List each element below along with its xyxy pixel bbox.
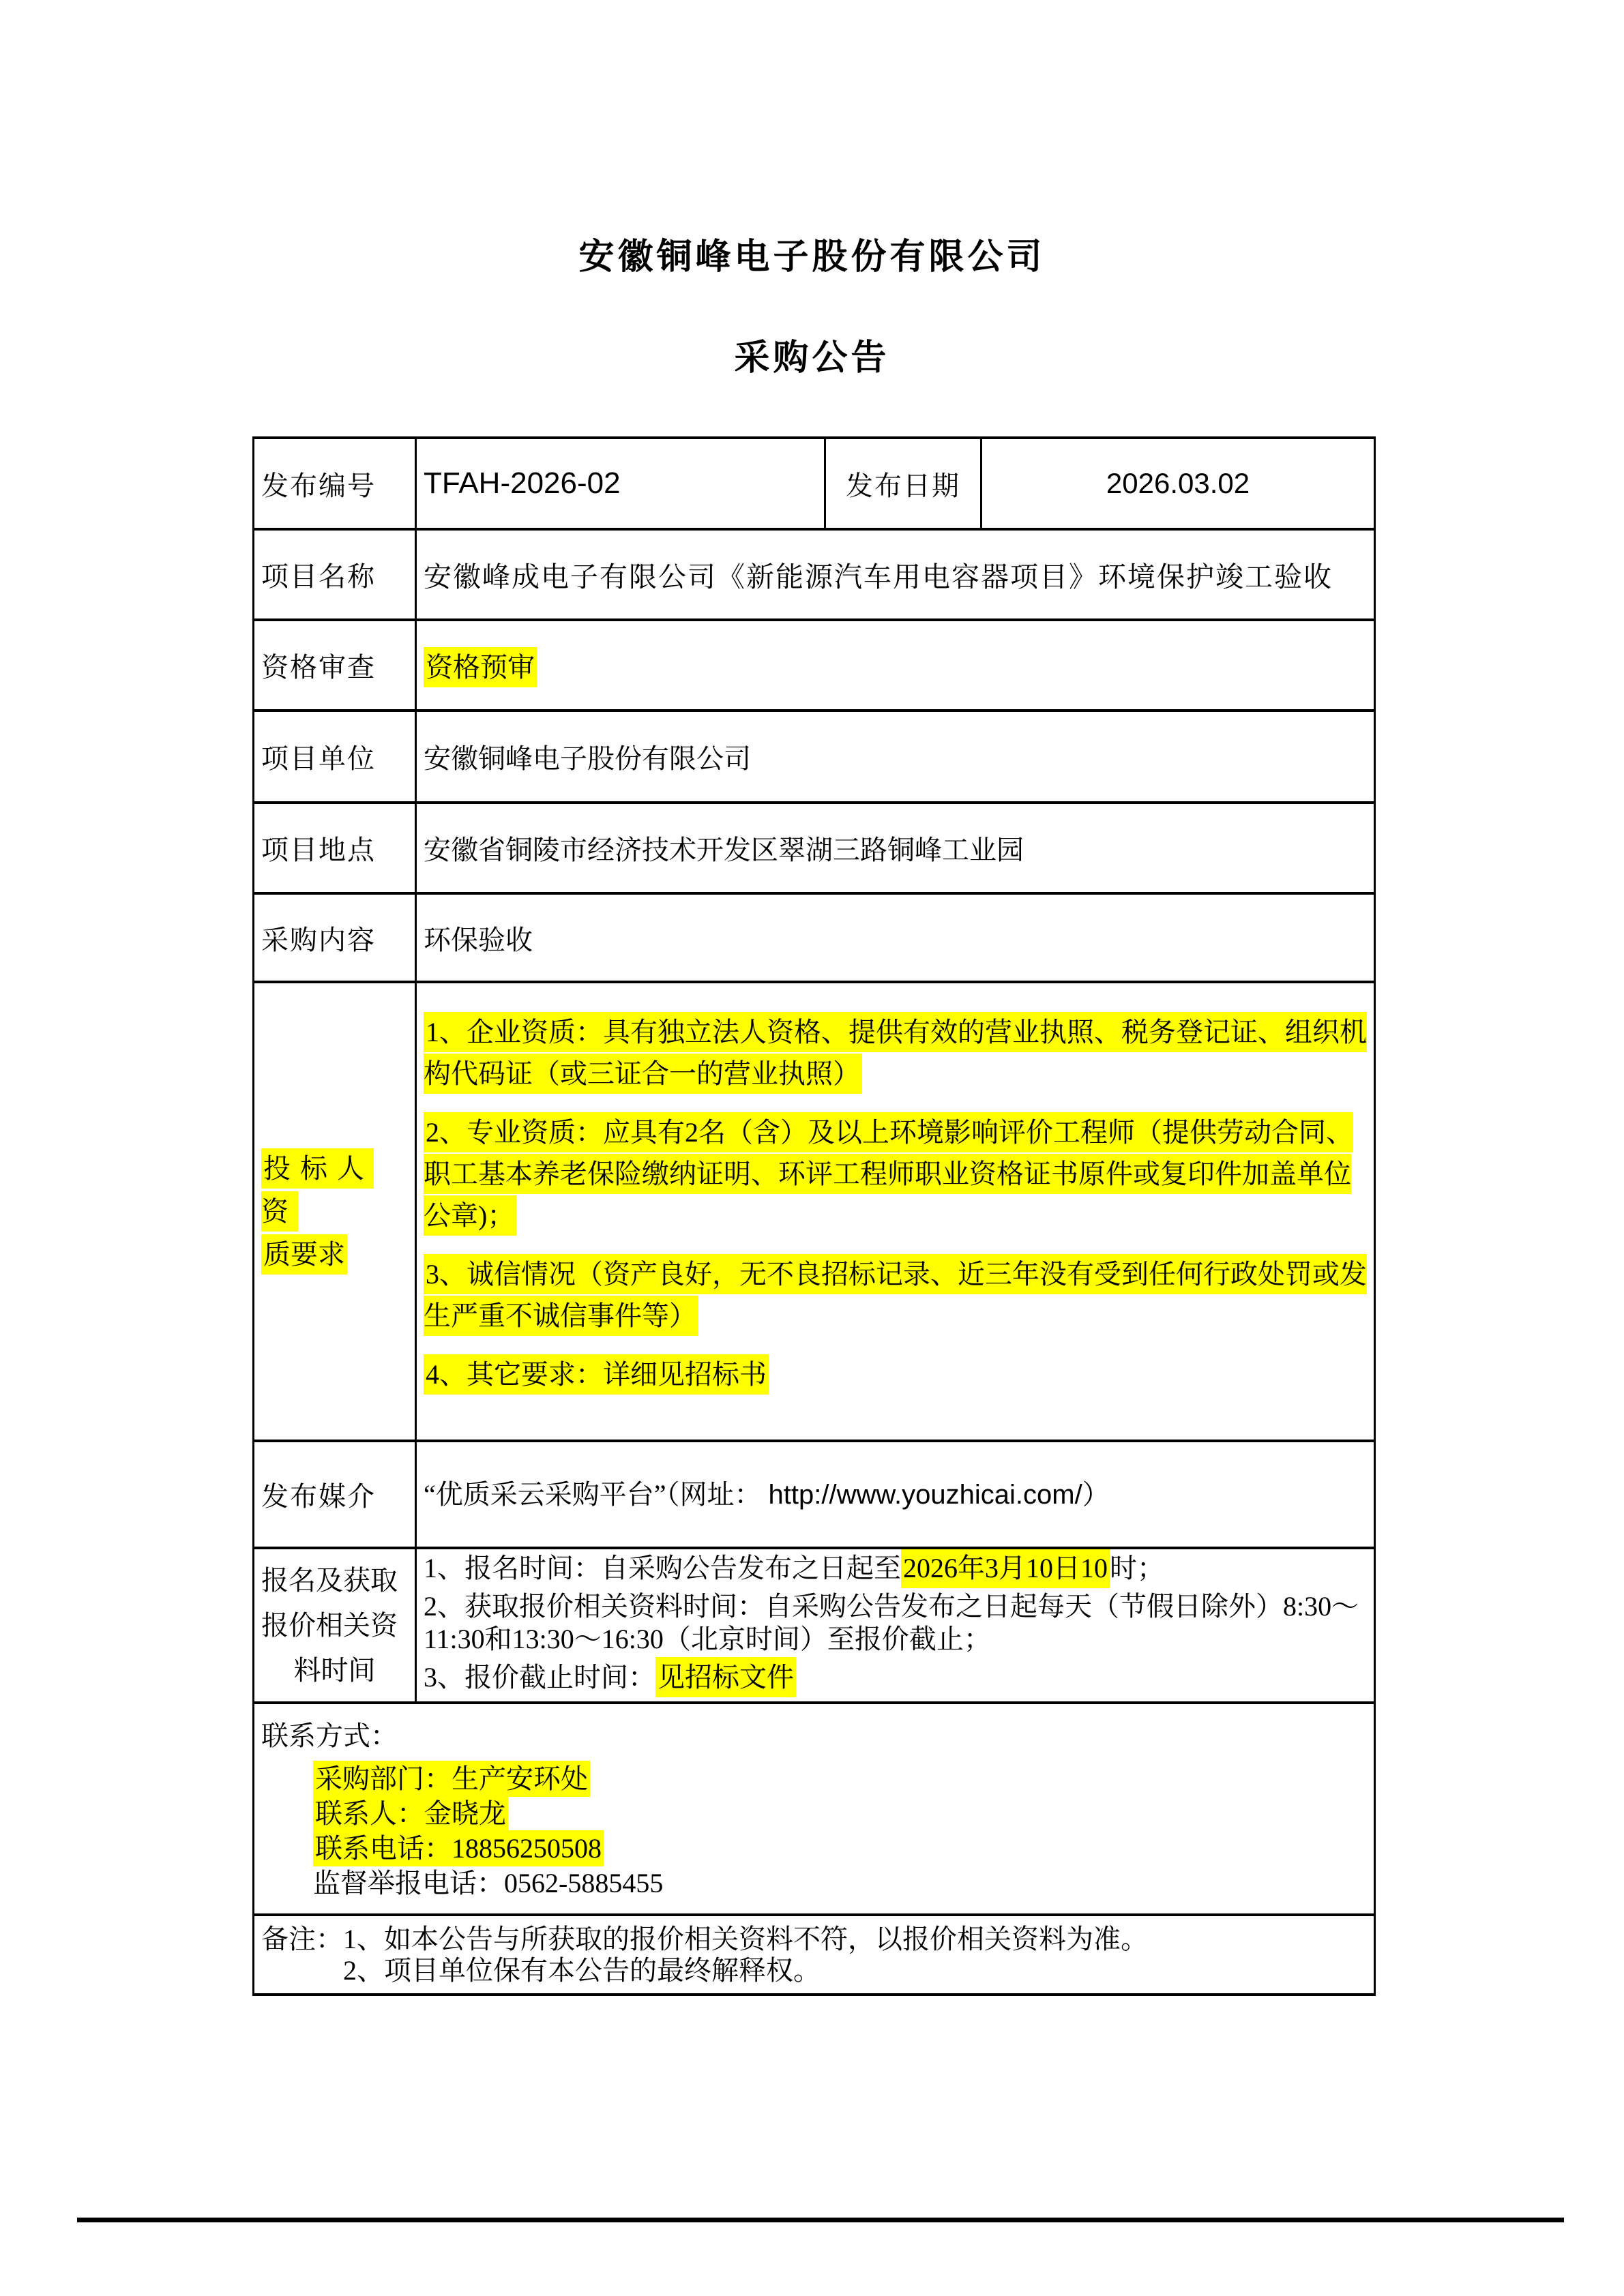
- publish-code-label: 发布编号: [254, 438, 416, 529]
- contact-section: [254, 1703, 1375, 1915]
- schedule-item-1: 1、报名时间：自采购公告发布之日起至2026年3月10日10时；: [424, 1552, 1367, 1585]
- qualification-item-1: 1、企业资质：具有独立法人资格、提供有效的营业执照、税务登记证、组织机构代码证（或三证合一的营业执照）: [424, 1011, 1367, 1094]
- schedule-label-line3: 料时间: [293, 1654, 376, 1686]
- bidder-qualification-label: [254, 982, 416, 1441]
- qualification-review-value-cell: [416, 620, 1375, 711]
- project-location-label: 项目地点: [254, 803, 416, 893]
- project-unit-label: 项目单位: [254, 711, 416, 803]
- contact-heading: 联系方式：: [261, 1720, 398, 1751]
- table-row-qualification-review: [254, 620, 1375, 711]
- publish-media-suffix: ）: [1082, 1478, 1110, 1510]
- table-row-publish-media: [254, 1441, 1375, 1548]
- remarks-line1: 备注：1、如本公告与所获取的报价相关资料不符，以报价相关资料为准。: [261, 1923, 1148, 1954]
- schedule-item-3: 3、报价截止时间：见招标文件: [424, 1661, 1367, 1694]
- page-footer-rule: [77, 2218, 1564, 2222]
- publish-media-value: [416, 1441, 1375, 1548]
- procurement-content-label: 采购内容: [254, 893, 416, 982]
- publish-date-value: 2026.03.02: [1106, 467, 1250, 499]
- qualification-review-value: 资格预审: [424, 647, 537, 687]
- page-subtitle: 采购公告: [734, 338, 890, 378]
- project-unit-value: 安徽铜峰电子股份有限公司: [416, 711, 1375, 803]
- schedule-label-line2: 报价相关资: [261, 1609, 398, 1641]
- schedule-item-2: 2、获取报价相关资料时间：自采购公告发布之日起每天（节假日除外）8:30～11:30和13:30～16:30（北京时间）至报价截止；: [424, 1590, 1359, 1654]
- table-row-project-name: [254, 529, 1375, 620]
- publish-code-value: TFAH-2026-02: [424, 466, 621, 500]
- table-row-contact: [254, 1703, 1375, 1915]
- table-row-project-location: [254, 803, 1375, 893]
- announcement-table: [252, 436, 1376, 1996]
- publish-date-label: 发布日期: [825, 438, 981, 529]
- remarks-line2: 2、项目单位保有本公告的最终解释权。: [343, 1954, 821, 1986]
- bidder-qualification-label-line1: 投标人资: [261, 1147, 408, 1233]
- qualification-item-3: 3、诚信情况（资产良好，无不良招标记录、近三年没有受到任何行政处罚或发生严重不诚信事件等）: [424, 1253, 1367, 1337]
- qualification-review-label: 资格审查: [254, 620, 416, 711]
- schedule-label: [254, 1548, 416, 1703]
- project-name-value: 安徽峰成电子有限公司《新能源汽车用电容器项目》环境保护竣工验收: [416, 529, 1375, 620]
- publish-code-value-cell: [416, 438, 825, 529]
- remarks-section: [254, 1915, 1375, 1995]
- contact-phone: 联系电话：18856250508: [313, 1831, 1367, 1866]
- table-row-remarks: [254, 1915, 1375, 1995]
- bidder-qualification-label-line2: 质要求: [261, 1233, 408, 1276]
- page-title: 安徽铜峰电子股份有限公司: [578, 237, 1046, 277]
- project-name-label: 项目名称: [254, 529, 416, 620]
- qualification-item-4: 4、其它要求：详细见招标书: [424, 1354, 1367, 1395]
- project-location-value: 安徽省铜陵市经济技术开发区翠湖三路铜峰工业园: [416, 803, 1375, 893]
- table-row-publish-meta: [254, 438, 1375, 529]
- table-row-procurement-content: [254, 893, 1375, 982]
- schedule-bid-deadline-highlight: 见招标文件: [655, 1657, 796, 1697]
- table-row-project-unit: [254, 711, 1375, 803]
- schedule-label-line1: 报名及获取: [261, 1564, 398, 1596]
- publish-media-url: http://www.youzhicai.com/: [768, 1479, 1082, 1510]
- schedule-content: [416, 1548, 1375, 1703]
- publish-media-platform: “优质采云采购平台”（网址：: [424, 1478, 769, 1510]
- bidder-qualification-content: [416, 982, 1375, 1441]
- contact-person: 联系人：金晓龙: [313, 1796, 1367, 1831]
- table-row-bidder-qualification: [254, 982, 1375, 1441]
- contact-department: 采购部门：生产安环处: [313, 1761, 1367, 1796]
- schedule-deadline-highlight: 2026年3月10日10: [901, 1548, 1110, 1588]
- qualification-item-2: 2、专业资质：应具有2名（含）及以上环境影响评价工程师（提供劳动合同、职工基本养老保险缴纳证明、环评工程师职业资格证书原件或复印件加盖单位公章)；: [424, 1112, 1367, 1236]
- procurement-content-value: 环保验收: [416, 893, 1375, 982]
- table-row-schedule: [254, 1548, 1375, 1703]
- publish-media-label: 发布媒介: [254, 1441, 416, 1548]
- publish-date-value-cell: [981, 438, 1375, 529]
- contact-supervision-phone: 监督举报电话：0562-5885455: [313, 1867, 664, 1898]
